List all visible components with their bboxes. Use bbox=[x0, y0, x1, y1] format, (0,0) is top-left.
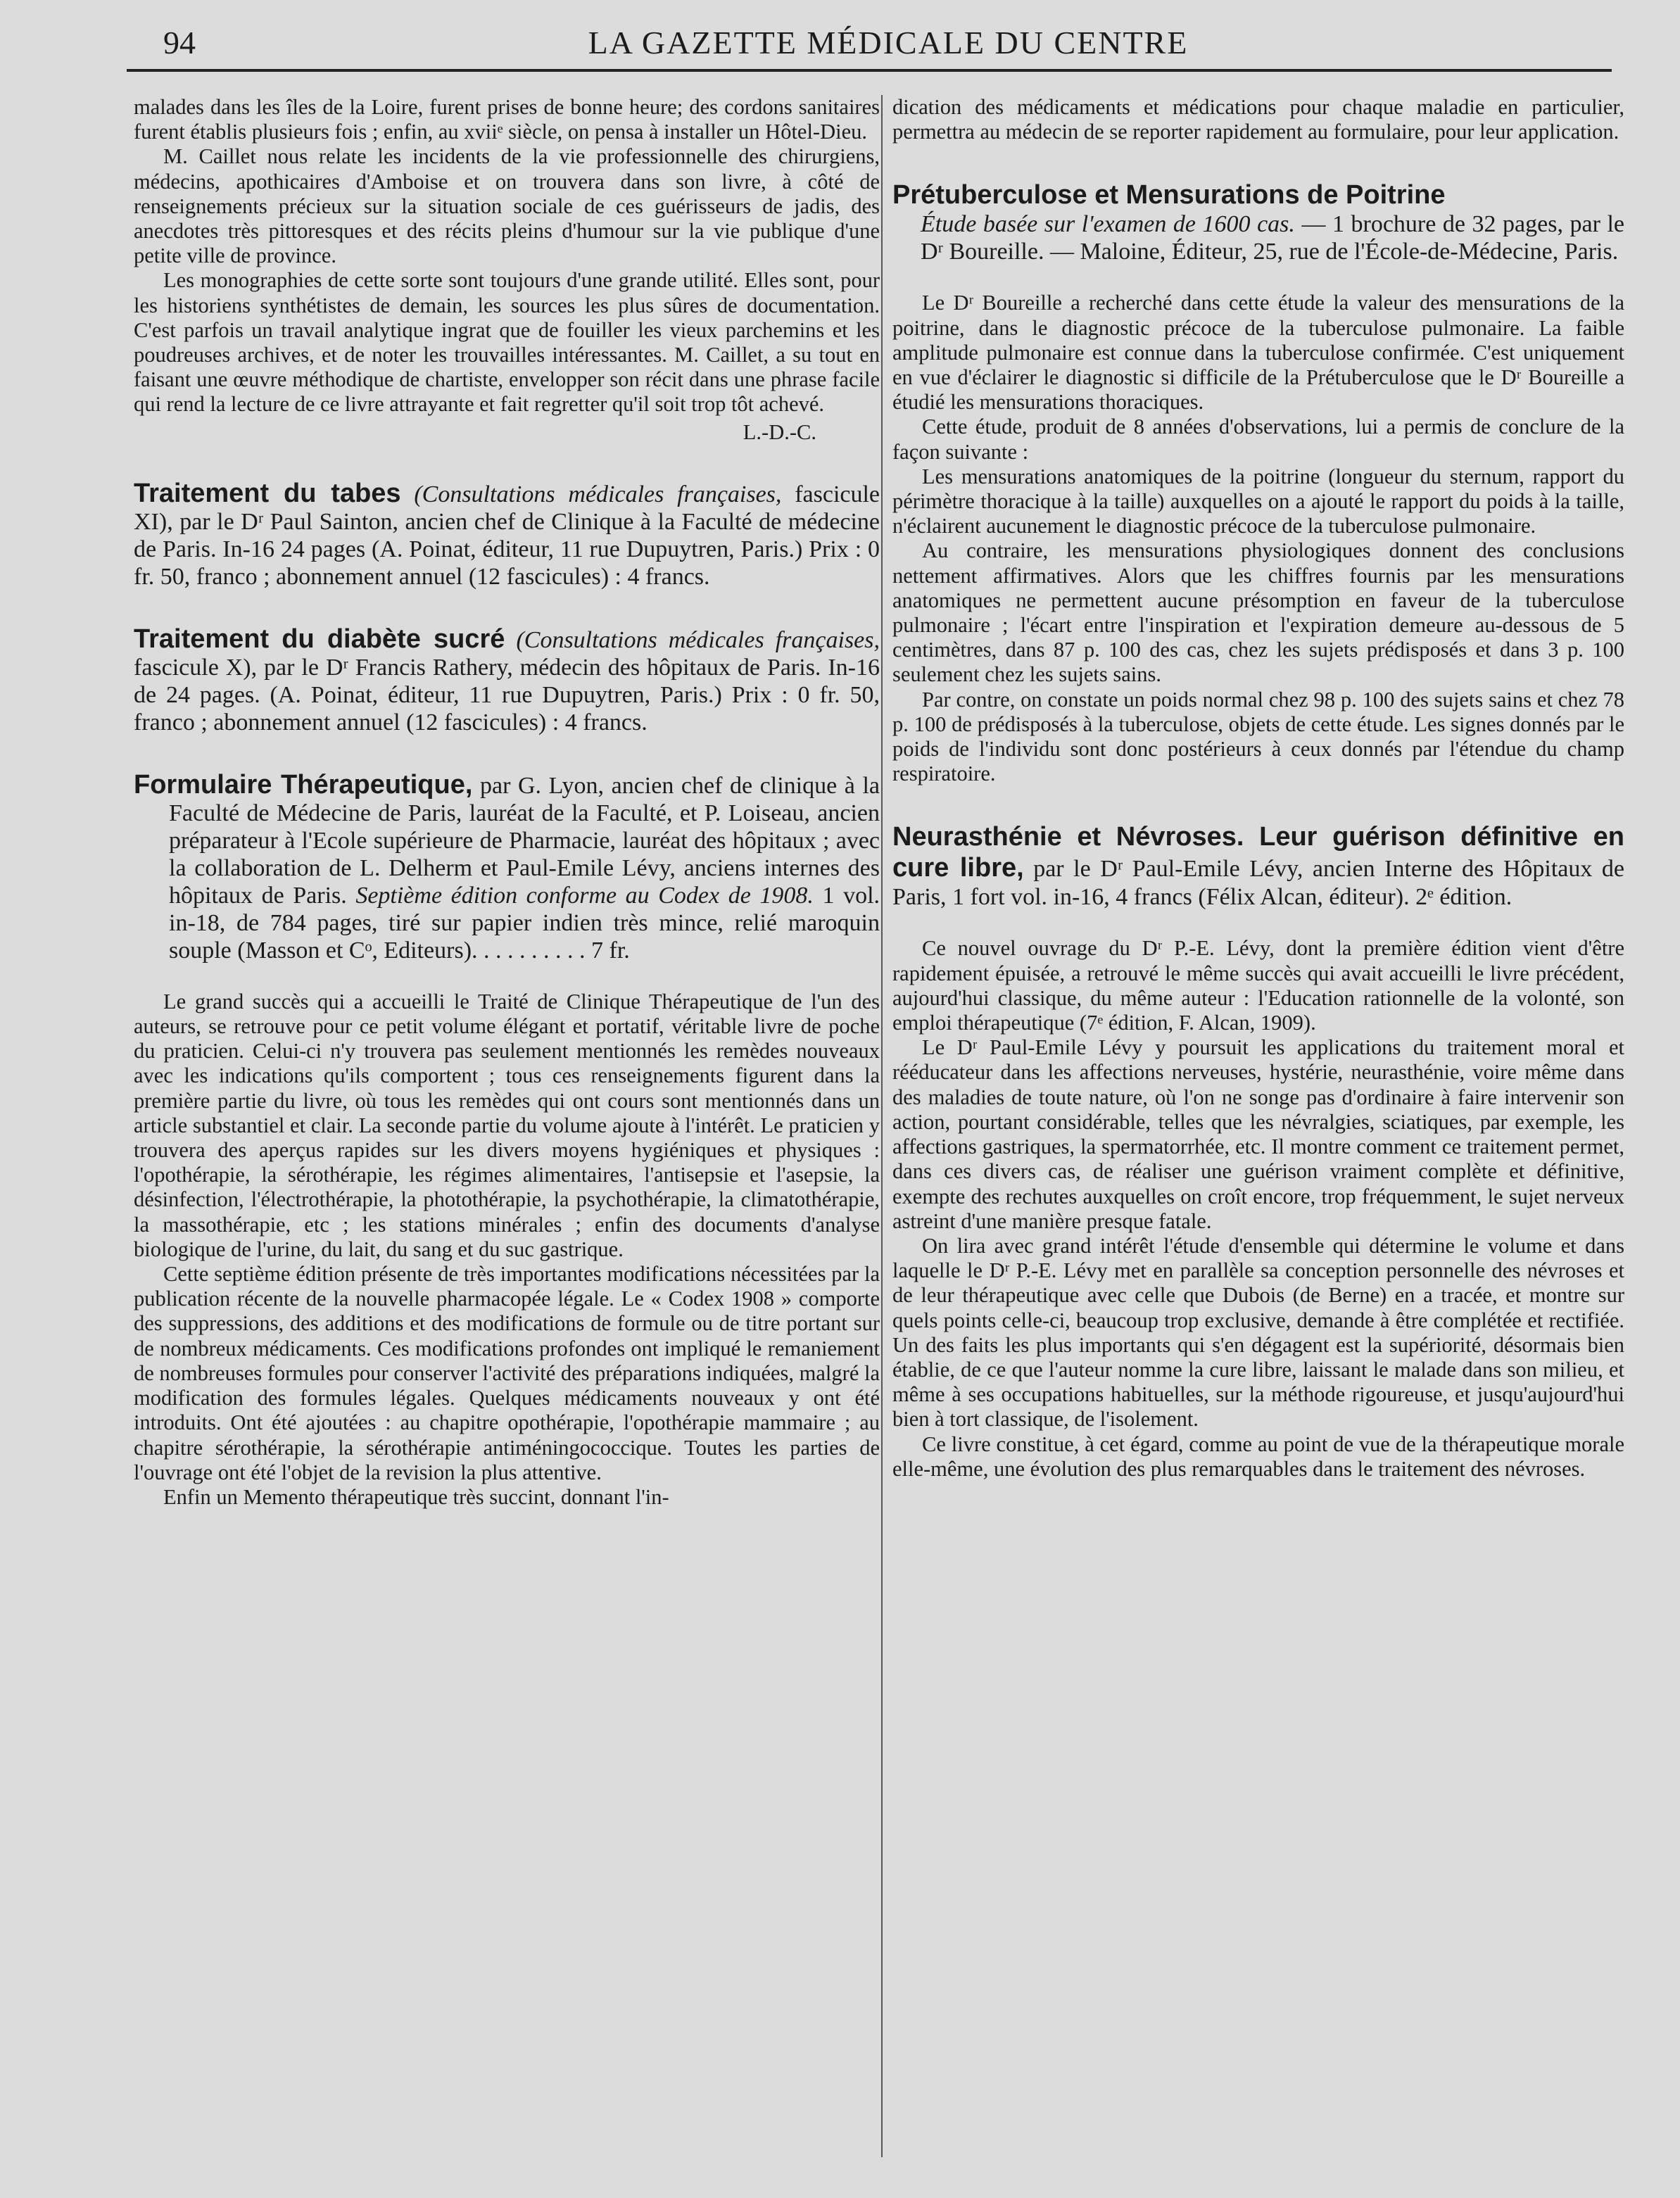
book-series: (Consultations médicales françaises, bbox=[414, 481, 782, 507]
book-details: par G. Lyon, ancien chef de clinique à la Faculté de Médecine de Paris, lauréat de la Faculté, et P. Loiseau, ancien préparateur à l'Ecole supérieure de Pharmacie, lauréat des hôpitaux ; avec la collaboration de L. Delherm et Paul-Emile Lévy, anciens internes des hôpitaux de Paris. bbox=[169, 772, 880, 909]
book-edition: Septième édition conforme au Codex de 1908. bbox=[355, 882, 814, 909]
paragraph: Ce livre constitue, à cet égard, comme au point de vue de la thérapeutique morale elle-même, une évolution des plus remarquables dans le traitement des névroses. bbox=[892, 1432, 1624, 1481]
book-title: Neurasthénie et Névroses. Leur guérison définitive en cure libre, bbox=[892, 822, 1624, 883]
paragraph: Au contraire, les mensurations physiologiques donnent des conclusions nettement affirmatives. Alors que les chiffres fournis par les mensurations anatomiques ne permettent aucune présomption en faveur de la tuberculose pulmonaire ; l'écart entre l'inspiration et l'expiration demeure au-dessous de 5 centimètres, dans 87 p. 100 des cas, chez les sujets prédisposés et dans 3 p. 100 seulement chez les sujets sains. bbox=[892, 538, 1624, 687]
paragraph: Cette septième édition présente de très importantes modifications nécessitées par la publication récente de la nouvelle pharmacopée légale. Le « Codex 1908 » comporte des suppressions, des additions et des modifications de formule ou de titre portant sur de nombreux médicaments. Ces modifications profondes ont impliqué le remaniement de nombreuses formules pour conserver l'activité des préparations indiquées, malgré la modification des formules légales. Quelques médicaments nouveaux y ont été introduits. Ont été ajoutées : au chapitre opothérapie, l'opothérapie mammaire ; au chapitre sérothérapie, la sérothérapie antiméningococcique. Toutes les parties de l'ouvrage ont été l'objet de la revision la plus attentive. bbox=[134, 1262, 880, 1484]
book-review-header bbox=[134, 771, 880, 964]
paragraph: Le Dʳ Boureille a recherché dans cette étude la valeur des mensurations de la poitrine, dans le diagnostic précoce de la tuberculose pulmonaire. La faible amplitude pulmonaire est connue dans la tuberculose confirmée. C'est uniquement en vue d'éclairer le diagnostic si difficile de la Prétuberculose que le Dʳ Boureille a étudié les mensurations thoraciques. bbox=[892, 291, 1624, 415]
book-title: Traitement du diabète sucré bbox=[134, 624, 505, 654]
spacer bbox=[134, 590, 880, 626]
book-review-header bbox=[134, 480, 880, 590]
book-details: fascicule X), par le Dʳ Francis Rathery, médecin des hôpitaux de Paris. In-16 de 24 pages. (A. Poinat, éditeur, 11 rue Dupuytren, Paris.) Prix : 0 fr. 50, franco ; abonnement annuel (12 fascicules) : 4 francs. bbox=[134, 654, 880, 735]
column-divider bbox=[881, 95, 883, 2157]
spacer bbox=[892, 911, 1624, 936]
spacer bbox=[134, 736, 880, 771]
book-details: fascicule XI), par le Dʳ Paul Sainton, ancien chef de Clinique à la Faculté de médecine de Paris. In-16 24 pages (A. Poinat, éditeur, 11 rue Dupuytren, Paris.) Prix : 0 fr. 50, franco ; abonnement annuel (12 fascicules) : 4 francs. bbox=[134, 481, 880, 590]
book-details: 1 vol. in-18, de 784 pages, tiré sur papier indien très mince, relié maroquin souple (Masson et Cᵒ, Editeurs). . . . . . . . . . 7 fr. bbox=[169, 882, 880, 964]
spacer bbox=[892, 265, 1624, 291]
right-column bbox=[892, 95, 1624, 2164]
spacer bbox=[892, 144, 1624, 179]
book-series: (Consultations médicales françaises, bbox=[516, 626, 880, 653]
book-details: par le Dʳ Paul-Emile Lévy, ancien Interne des Hôpitaux de Paris, 1 fort vol. in-16, 4 francs (Félix Alcan, éditeur). 2ᵉ édition. bbox=[892, 856, 1624, 911]
signature: L.-D.-C. bbox=[743, 419, 816, 444]
page-number: 94 bbox=[163, 25, 196, 61]
book-review-header bbox=[892, 210, 1624, 265]
paragraph: dication des médicaments et médications pour chaque maladie en particulier, permettra au médecin de se reporter rapidement au formulaire, pour leur application. bbox=[892, 95, 1624, 144]
book-subtitle: Étude basée sur l'examen de 1600 cas. bbox=[921, 211, 1295, 238]
paragraph: Le Dʳ Paul-Emile Lévy y poursuit les applications du traitement moral et rééducateur dans les affections nerveuses, hystérie, neurasthénie, voire même dans des maladies de toute nature, où l'on ne songe pas d'ordinaire à faire intervenir son action, pourtant considérable, telles que les névralgies, sciatiques, par exemple, les affections gastriques, la spermatorrhée, etc. Il montre comment ce traitement permet, dans ces divers cas, de réaliser une guérison vraiment complète et définitive, exempte des rechutes auxquelles on croît encore, trop fréquemment, le sujet nerveux astreint d'une manière presque fatale. bbox=[892, 1035, 1624, 1233]
paragraph: On lira avec grand intérêt l'étude d'ensemble qui détermine le volume et dans laquelle le Dʳ P.-E. Lévy met en parallèle sa conception personnelle des névroses et de leur thérapeutique avec celle que Dubois (de Berne) en a tracée, et montre sur quels points celle-ci, beaucoup trop exclusive, demande à être complétée et rectifiée. Un des faits les plus importants qui s'en dégagent est la supériorité, désormais bien établie, de ce que l'auteur nomme la cure libre, laissant le malade dans son milieu, et même à ses occupations habituelles, sur la méthode rigoureuse, et jusqu'aujourd'hui bien à tort classique, de l'isolement. bbox=[892, 1233, 1624, 1432]
book-review-header bbox=[134, 626, 880, 736]
header-rule bbox=[127, 69, 1612, 72]
left-column bbox=[134, 95, 880, 2164]
paragraph: Les monographies de cette sorte sont toujours d'une grande utilité. Elles sont, pour les historiens synthétistes de demain, les sources les plus sûres de documentation. C'est parfois un travail analytique ingrat que de fouiller les vieux parchemins et les poudreuses archives, et de noter les trouvailles intéressantes. M. Caillet, a su tout en faisant une œuvre méthodique de chartiste, envelopper son récit dans une phrase facile qui rend la lecture de ce livre attrayante et fait regretter qu'il soit trop tôt achevé. bbox=[134, 268, 880, 417]
paragraph: Enfin un Memento thérapeutique très succint, donnant l'in- bbox=[163, 1484, 669, 1509]
paragraph: Cette étude, produit de 8 années d'observations, lui a permis de conclure de la façon suivante : bbox=[892, 415, 1624, 464]
spacer bbox=[134, 964, 880, 990]
book-review-header bbox=[892, 821, 1624, 911]
book-title: Prétuberculose et Mensurations de Poitrine bbox=[892, 180, 1446, 210]
spacer bbox=[134, 445, 880, 480]
spacer bbox=[892, 786, 1624, 821]
paragraph: Par contre, on constate un poids normal chez 98 p. 100 des sujets sains et chez 78 p. 100 de prédisposés à la tuberculose, objets de cette étude. Les signes donnés par le poids de l'individu sont donc postérieurs à ceux donnés par l'étendue du champ respiratoire. bbox=[892, 687, 1624, 786]
book-title: Traitement du tabes bbox=[134, 478, 401, 508]
running-title: LA GAZETTE MÉDICALE DU CENTRE bbox=[588, 25, 1189, 61]
book-title: Formulaire Thérapeutique, bbox=[134, 769, 473, 800]
page-header bbox=[163, 15, 1613, 65]
book-details: — 1 brochure de 32 pages, par le Dʳ Boureille. — Maloine, Éditeur, 25, rue de l'École-de-Médecine, Paris. bbox=[921, 211, 1624, 265]
paragraph: malades dans les îles de la Loire, furent prises de bonne heure; des cordons sanitaires furent établis plusieurs fois ; enfin, au xviiᵉ siècle, on pensa à installer un Hôtel-Dieu. bbox=[134, 95, 880, 144]
paragraph: Le grand succès qui a accueilli le Traité de Clinique Thérapeutique de l'un des auteurs, se retrouve pour ce petit volume élégant et portatif, véritable livre de poche du praticien. Celui-ci n'y trouvera pas seulement mentionnés les remèdes nouveaux avec les indications qu'ils comportent ; tous ces renseignements figurent dans la première partie du livre, où tous les remèdes qui ont cours sont mentionnés dans un article substantiel et clair. La seconde partie du volume ajoute à l'intérêt. Le praticien y trouvera des aperçus rapides sur les divers moyens hygiéniques et physiques : l'opothérapie, la sérothérapie, les régimes alimentaires, l'antisepsie et l'asepsie, la désinfection, l'électrothérapie, la photothérapie, la psychothérapie, la climatothérapie, la massothérapie, etc ; les stations minérales ; enfin des documents d'analyse biologique de l'urine, du lait, du sang et du suc gastrique. bbox=[134, 989, 880, 1261]
paragraph: Les mensurations anatomiques de la poitrine (longueur du sternum, rapport du périmètre thoracique à la taille) auxquelles on a ajouté le rapport du poids à la taille, n'éclairent aucunement le diagnostic précoce de la tuberculose pulmonaire. bbox=[892, 464, 1624, 538]
paragraph: Ce nouvel ouvrage du Dʳ P.-E. Lévy, dont la première édition vient d'être rapidement épuisée, a retrouvé le même succès qui avait accueilli le livre précédent, aujourd'hui classique, du même auteur : l'Education rationnelle de la volonté, son emploi thérapeutique (7ᵉ édition, F. Alcan, 1909). bbox=[892, 936, 1624, 1035]
paragraph: M. Caillet nous relate les incidents de la vie professionnelle des chirurgiens, médecins, apothicaires d'Amboise et on trouvera dans son livre, à côté de renseignements précieux sur la situation sociale de ces guérisseurs de jadis, des anecdotes très pittoresques et des récits pleins d'humour sur la vie publique d'une petite ville de province. bbox=[134, 144, 880, 268]
